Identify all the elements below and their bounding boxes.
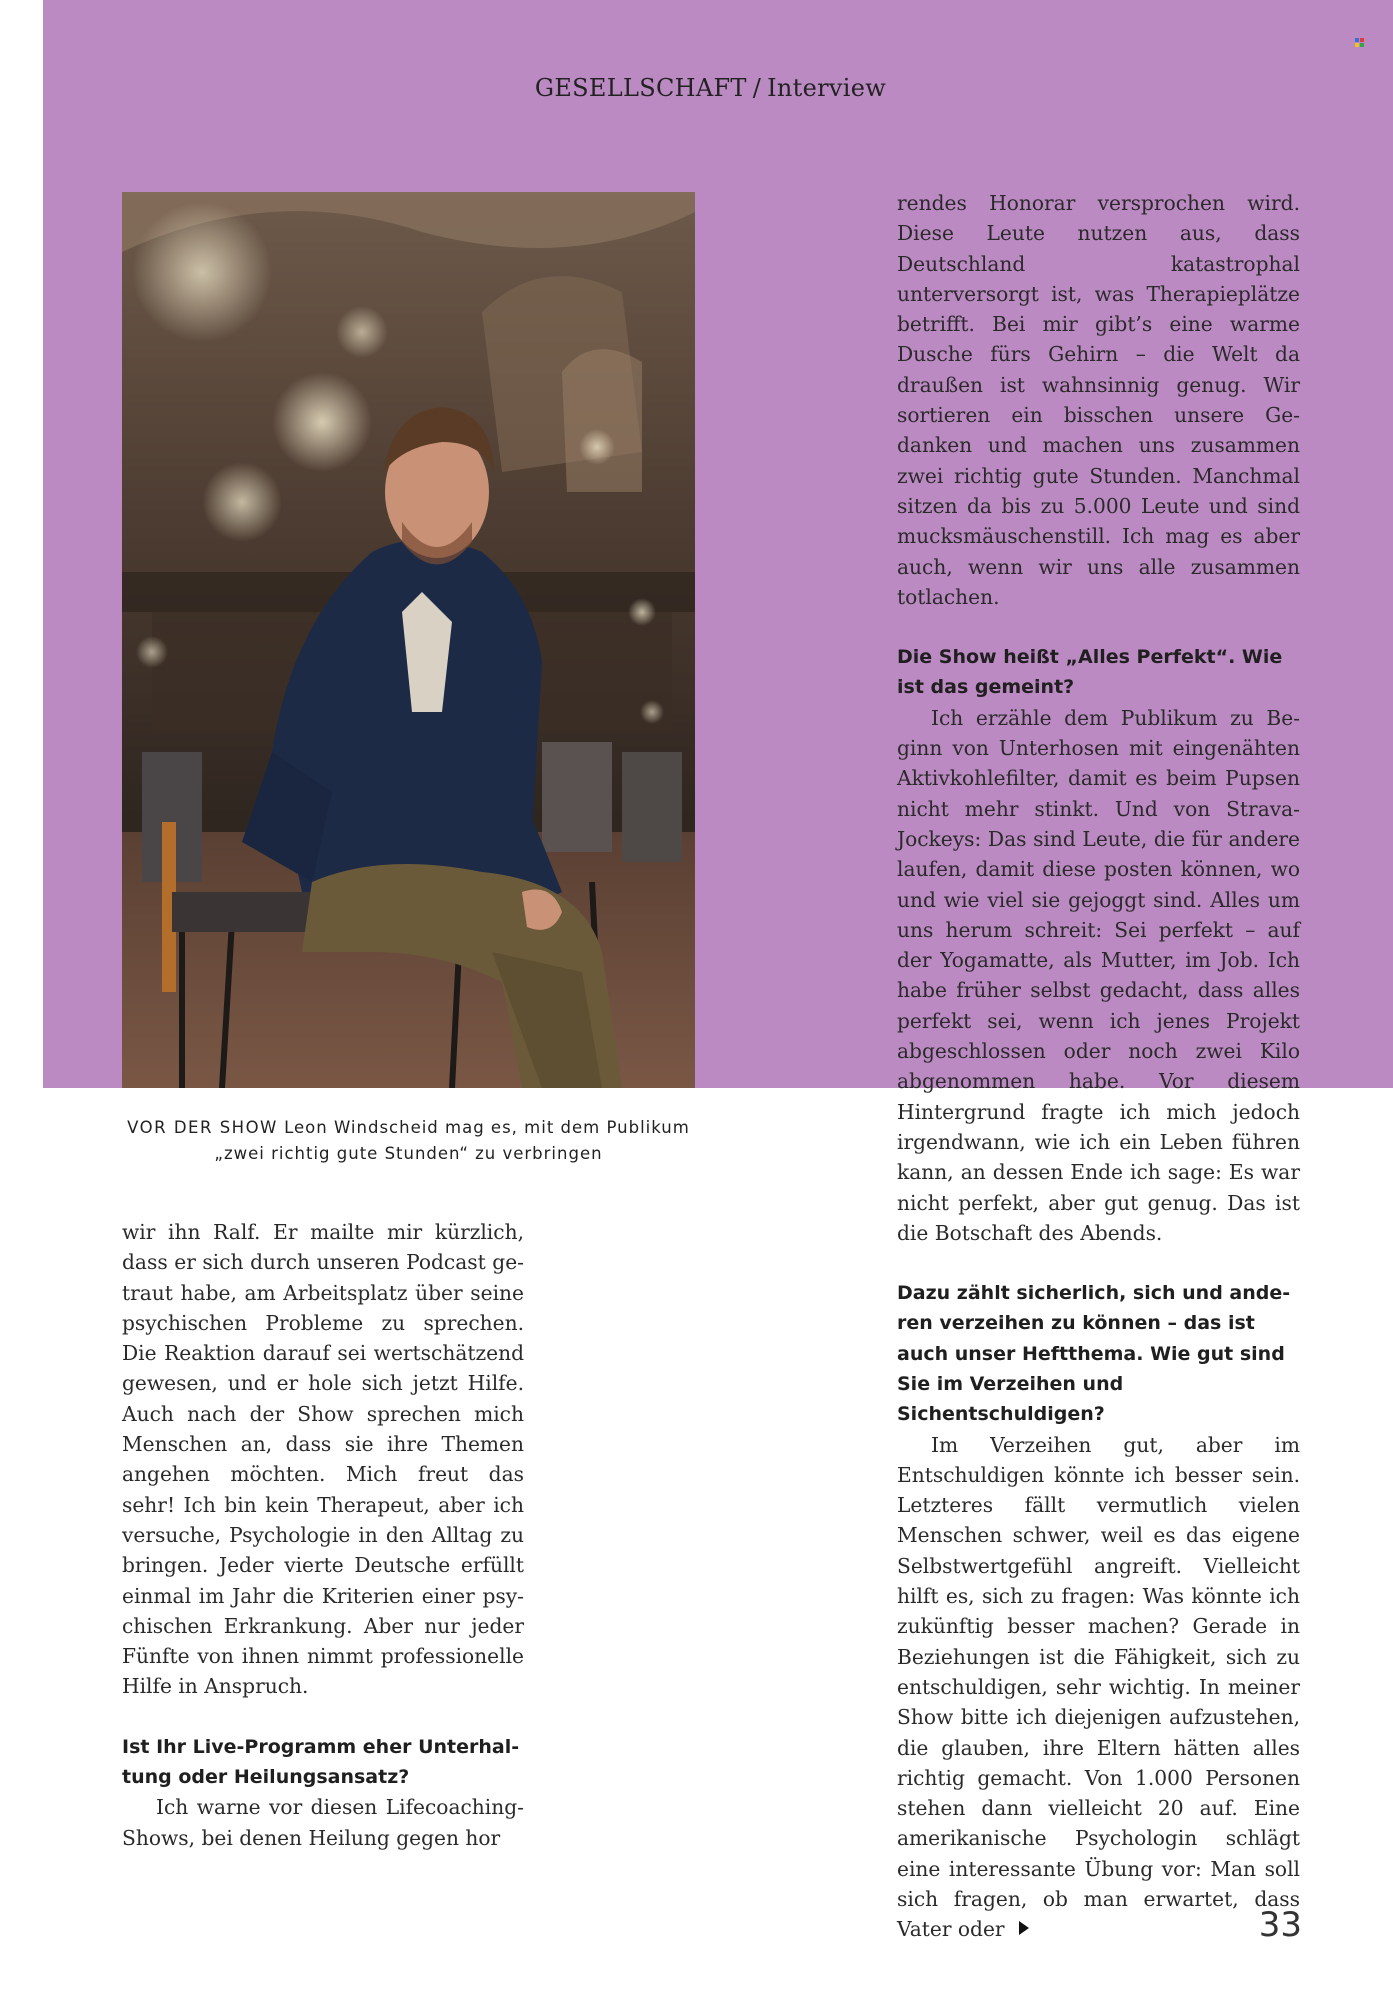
interview-answer: Ich erzähle dem Publikum zu Beginn von Unterhosen mit eingenähten Aktivkohlefilter, damit es beim Pupsen nicht mehr stinkt. Und von Strava-Jockeys: Das sind Leute, die für andere laufen, damit diese posten können, wo und wie viel sie gejoggt sind. Alles um uns herum schreit: Sei perfekt – auf der Yogamatte, als Mutter, im Job. Ich habe früher selbst gedacht, dass alles perfekt sei, wenn ich jenes Projekt abgeschlossen oder noch zwei Kilo abgenommen habe. Vor diesem Hintergrund fragte ich mich jedoch irgendwann, wie ich ein Leben führen kann, an dessen Ende ich sage: Es war nicht perfekt, aber gut genug. Das ist die Botschaft des Abends. bbox=[897, 705, 1300, 1245]
photo-caption bbox=[122, 1115, 695, 1167]
right-paragraph: rendes Honorar versprochen wird. Diese Leute nutzen aus, dass Deutschland katastrophal unterversorgt ist, was Therapieplätze betrifft. Bei mir gibt’s eine warme Dusche fürs Gehirn – die Welt da draußen ist wahnsinnig genug. Wir sortieren ein bisschen unsere Gedanken und machen uns zusammen zwei richtig gute Stunden. Manchmal sitzen da bis zu 5.000 Leute und sind mucksmäuschenstill. Ich mag es aber auch, wenn wir uns alle zusammen totlachen. bbox=[897, 191, 1300, 609]
left-paragraph: wir ihn Ralf. Er mailte mir kürzlich, dass er sich durch unseren Podcast getraut habe, am Arbeitsplatz über seine psychischen Probleme zu sprechen. Die Reaktion darauf sei wertschätzend gewesen, und er hole sich jetzt Hilfe. Auch nach der Show sprechen mich Menschen an, dass sie ihre Themen angehen möchten. Mich freut das sehr! Ich bin kein Therapeut, aber ich versuche, Psychologie in den Alltag zu bringen. Jeder vierte Deutsche erfüllt einmal im Jahr die Kriterien einer psychischen Erkrankung. Aber nur jeder Fünfte von ihnen nimmt professionelle Hilfe in Anspruch. bbox=[122, 1220, 524, 1699]
right-column bbox=[897, 188, 1300, 1945]
interview-answer bbox=[897, 1430, 1300, 1945]
section-separator: / bbox=[752, 74, 762, 102]
left-column bbox=[122, 1217, 524, 1853]
section-title: GESELLSCHAFT bbox=[534, 74, 747, 102]
page-number: 33 bbox=[1258, 1905, 1302, 1945]
interview-answer: Ich warne vor diesen Lifecoaching-Shows, bei denen Heilung gegen hor bbox=[122, 1795, 524, 1850]
section-subtitle: Interview bbox=[767, 74, 887, 102]
interview-question: Ist Ihr Live-Programm eher Unterhaltung oder Heilungsansatz? bbox=[122, 1735, 520, 1789]
caption-line-2: „zwei richtig gute Stunden“ zu verbringen bbox=[214, 1144, 603, 1163]
portrait-photo bbox=[122, 192, 695, 1088]
interview-question: Die Show heißt „Alles Perfekt“. Wie ist das gemeint? bbox=[897, 646, 1283, 699]
caption-lead: VOR DER SHOW bbox=[127, 1118, 278, 1137]
section-header bbox=[43, 74, 1378, 102]
interview-answer-text: Im Verzeihen gut, aber im Entschuldigen könnte ich besser sein. Letzteres fällt vermutlich vielen Menschen schwer, weil es das eigene Selbstwertgefühl angreift. Vielleicht hilft es, sich zu fragen: Was könnte ich zukünftig besser machen? Gerade in Beziehungen ist die Fähigkeit, sich zu entschuldigen, sehr wichtig. In meiner Show bitte ich diejenigen aufzustehen, die glauben, ihre Eltern hätten alles richtig gemacht. Von 1.000 Personen stehen dann vielleicht 20 auf. Eine amerikanische Psychologin schlägt eine interessante Übung vor: Man soll sich fragen, ob man erwartet, dass Vater oder bbox=[897, 1432, 1300, 1942]
interview-question: Dazu zählt sicherlich, sich und anderen verzeihen zu können – das ist auch unser Heftthema. Wie gut sind Sie im Verzeihen und Sichentschuldigen? bbox=[897, 1282, 1291, 1426]
continue-arrow-icon bbox=[1019, 1921, 1029, 1935]
caption-line-1: Leon Windscheid mag es, mit dem Publikum bbox=[284, 1118, 690, 1137]
registration-mark-icon bbox=[1355, 38, 1365, 48]
